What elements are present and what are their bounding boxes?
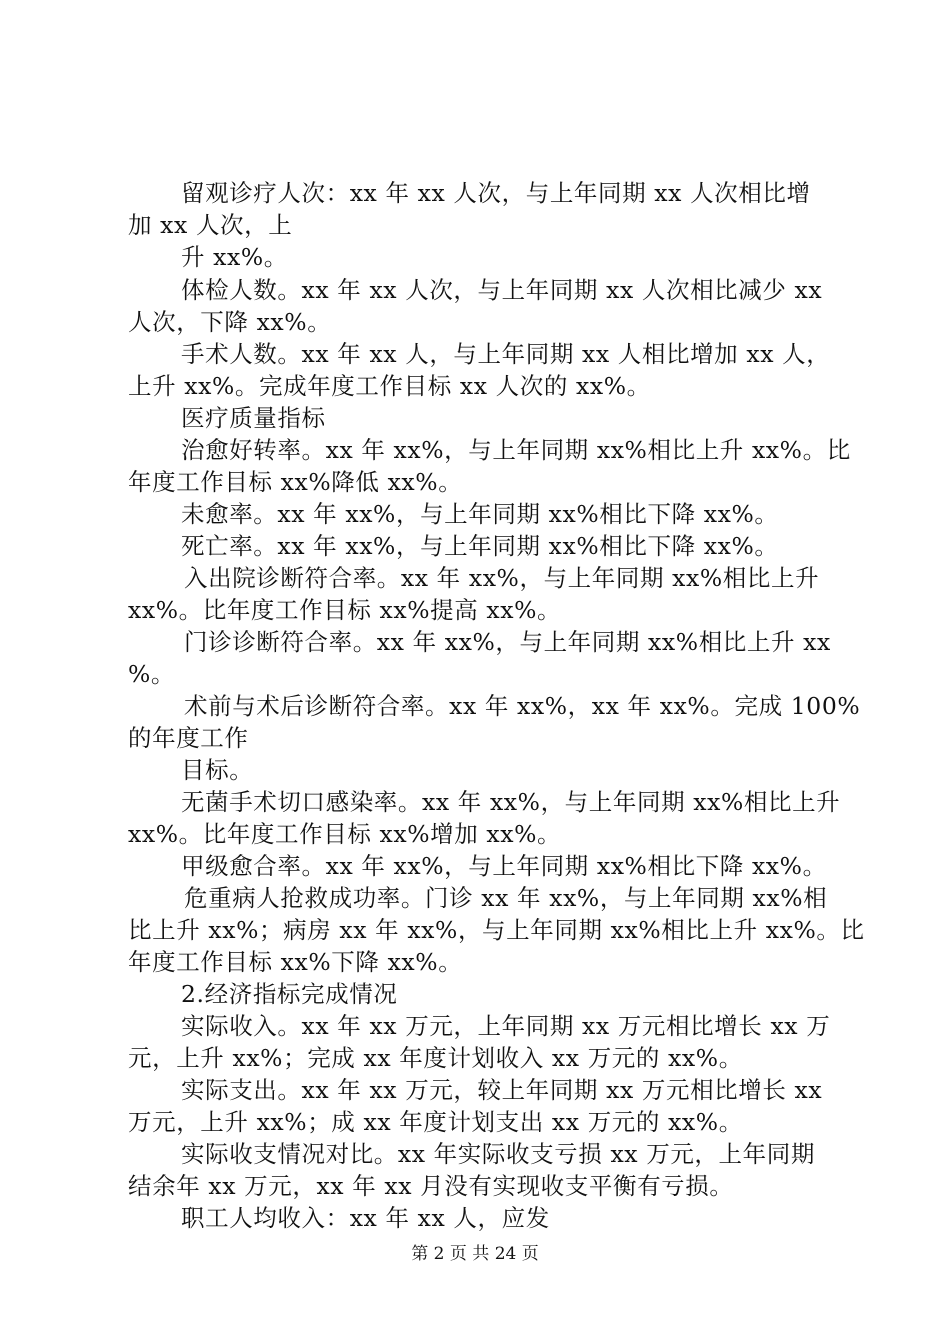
text-line: 死亡率。xx 年 xx%，与上年同期 xx%相比下降 xx%。 — [181, 532, 779, 560]
text-line: xx%。比年度工作目标 xx%增加 xx%。 — [128, 820, 562, 848]
text-line: 无菌手术切口感染率。xx 年 xx%，与上年同期 xx%相比上升 — [181, 788, 841, 816]
text-line: 元，上升 xx%；完成 xx 年度计划收入 xx 万元的 xx%。 — [128, 1044, 743, 1072]
text-line: 万元，上升 xx%；成 xx 年度计划支出 xx 万元的 xx%。 — [128, 1108, 743, 1136]
text-line: 实际收入。xx 年 xx 万元，上年同期 xx 万元相比增长 xx 万 — [181, 1012, 831, 1040]
section-heading: 2.经济指标完成情况 — [181, 980, 398, 1008]
text-line: 的年度工作 — [128, 724, 249, 752]
page-footer: 第 2 页 共 24 页 — [411, 1244, 539, 1264]
text-line: 治愈好转率。xx 年 xx%，与上年同期 xx%相比上升 xx%。比 — [181, 436, 851, 464]
text-line: 危重病人抢救成功率。门诊 xx 年 xx%，与上年同期 xx%相 — [184, 884, 828, 912]
section-heading: 医疗质量指标 — [181, 404, 326, 432]
text-line: 职工人均收入：xx 年 xx 人，应发 — [181, 1204, 550, 1232]
text-line: 术前与术后诊断符合率。xx 年 xx%，xx 年 xx%。完成 100% — [184, 692, 861, 720]
text-line: 升 xx%。 — [181, 243, 288, 271]
text-line: 入出院诊断符合率。xx 年 xx%，与上年同期 xx%相比上升 — [184, 564, 820, 592]
text-line: xx%。比年度工作目标 xx%提高 xx%。 — [128, 596, 562, 624]
text-line: 上升 xx%。完成年度工作目标 xx 人次的 xx%。 — [128, 372, 651, 400]
text-line: 门诊诊断符合率。xx 年 xx%，与上年同期 xx%相比上升 xx — [184, 628, 831, 656]
text-line: 比上升 xx%；病房 xx 年 xx%，与上年同期 xx%相比上升 xx%。比 — [128, 916, 865, 944]
text-line: 年度工作目标 xx%降低 xx%。 — [128, 468, 463, 496]
text-line: 甲级愈合率。xx 年 xx%，与上年同期 xx%相比下降 xx%。 — [181, 852, 827, 880]
text-line: 年度工作目标 xx%下降 xx%。 — [128, 948, 463, 976]
text-line: 手术人数。xx 年 xx 人，与上年同期 xx 人相比增加 xx 人， — [181, 340, 831, 368]
text-line: 体检人数。xx 年 xx 人次，与上年同期 xx 人次相比减少 xx — [181, 276, 823, 304]
text-line: 目标。 — [181, 756, 254, 784]
text-line: 加 xx 人次，上 — [128, 211, 293, 239]
text-line: 未愈率。xx 年 xx%，与上年同期 xx%相比下降 xx%。 — [181, 500, 779, 528]
text-line: 留观诊疗人次：xx 年 xx 人次，与上年同期 xx 人次相比增 — [181, 179, 811, 207]
text-line: 人次，下降 xx%。 — [128, 308, 332, 336]
text-line: 实际支出。xx 年 xx 万元，较上年同期 xx 万元相比增长 xx — [181, 1076, 823, 1104]
text-line: %。 — [128, 660, 176, 688]
text-line: 结余年 xx 万元，xx 年 xx 月没有实现收支平衡有亏损。 — [128, 1172, 734, 1200]
text-line: 实际收支情况对比。xx 年实际收支亏损 xx 万元，上年同期 — [181, 1140, 815, 1168]
